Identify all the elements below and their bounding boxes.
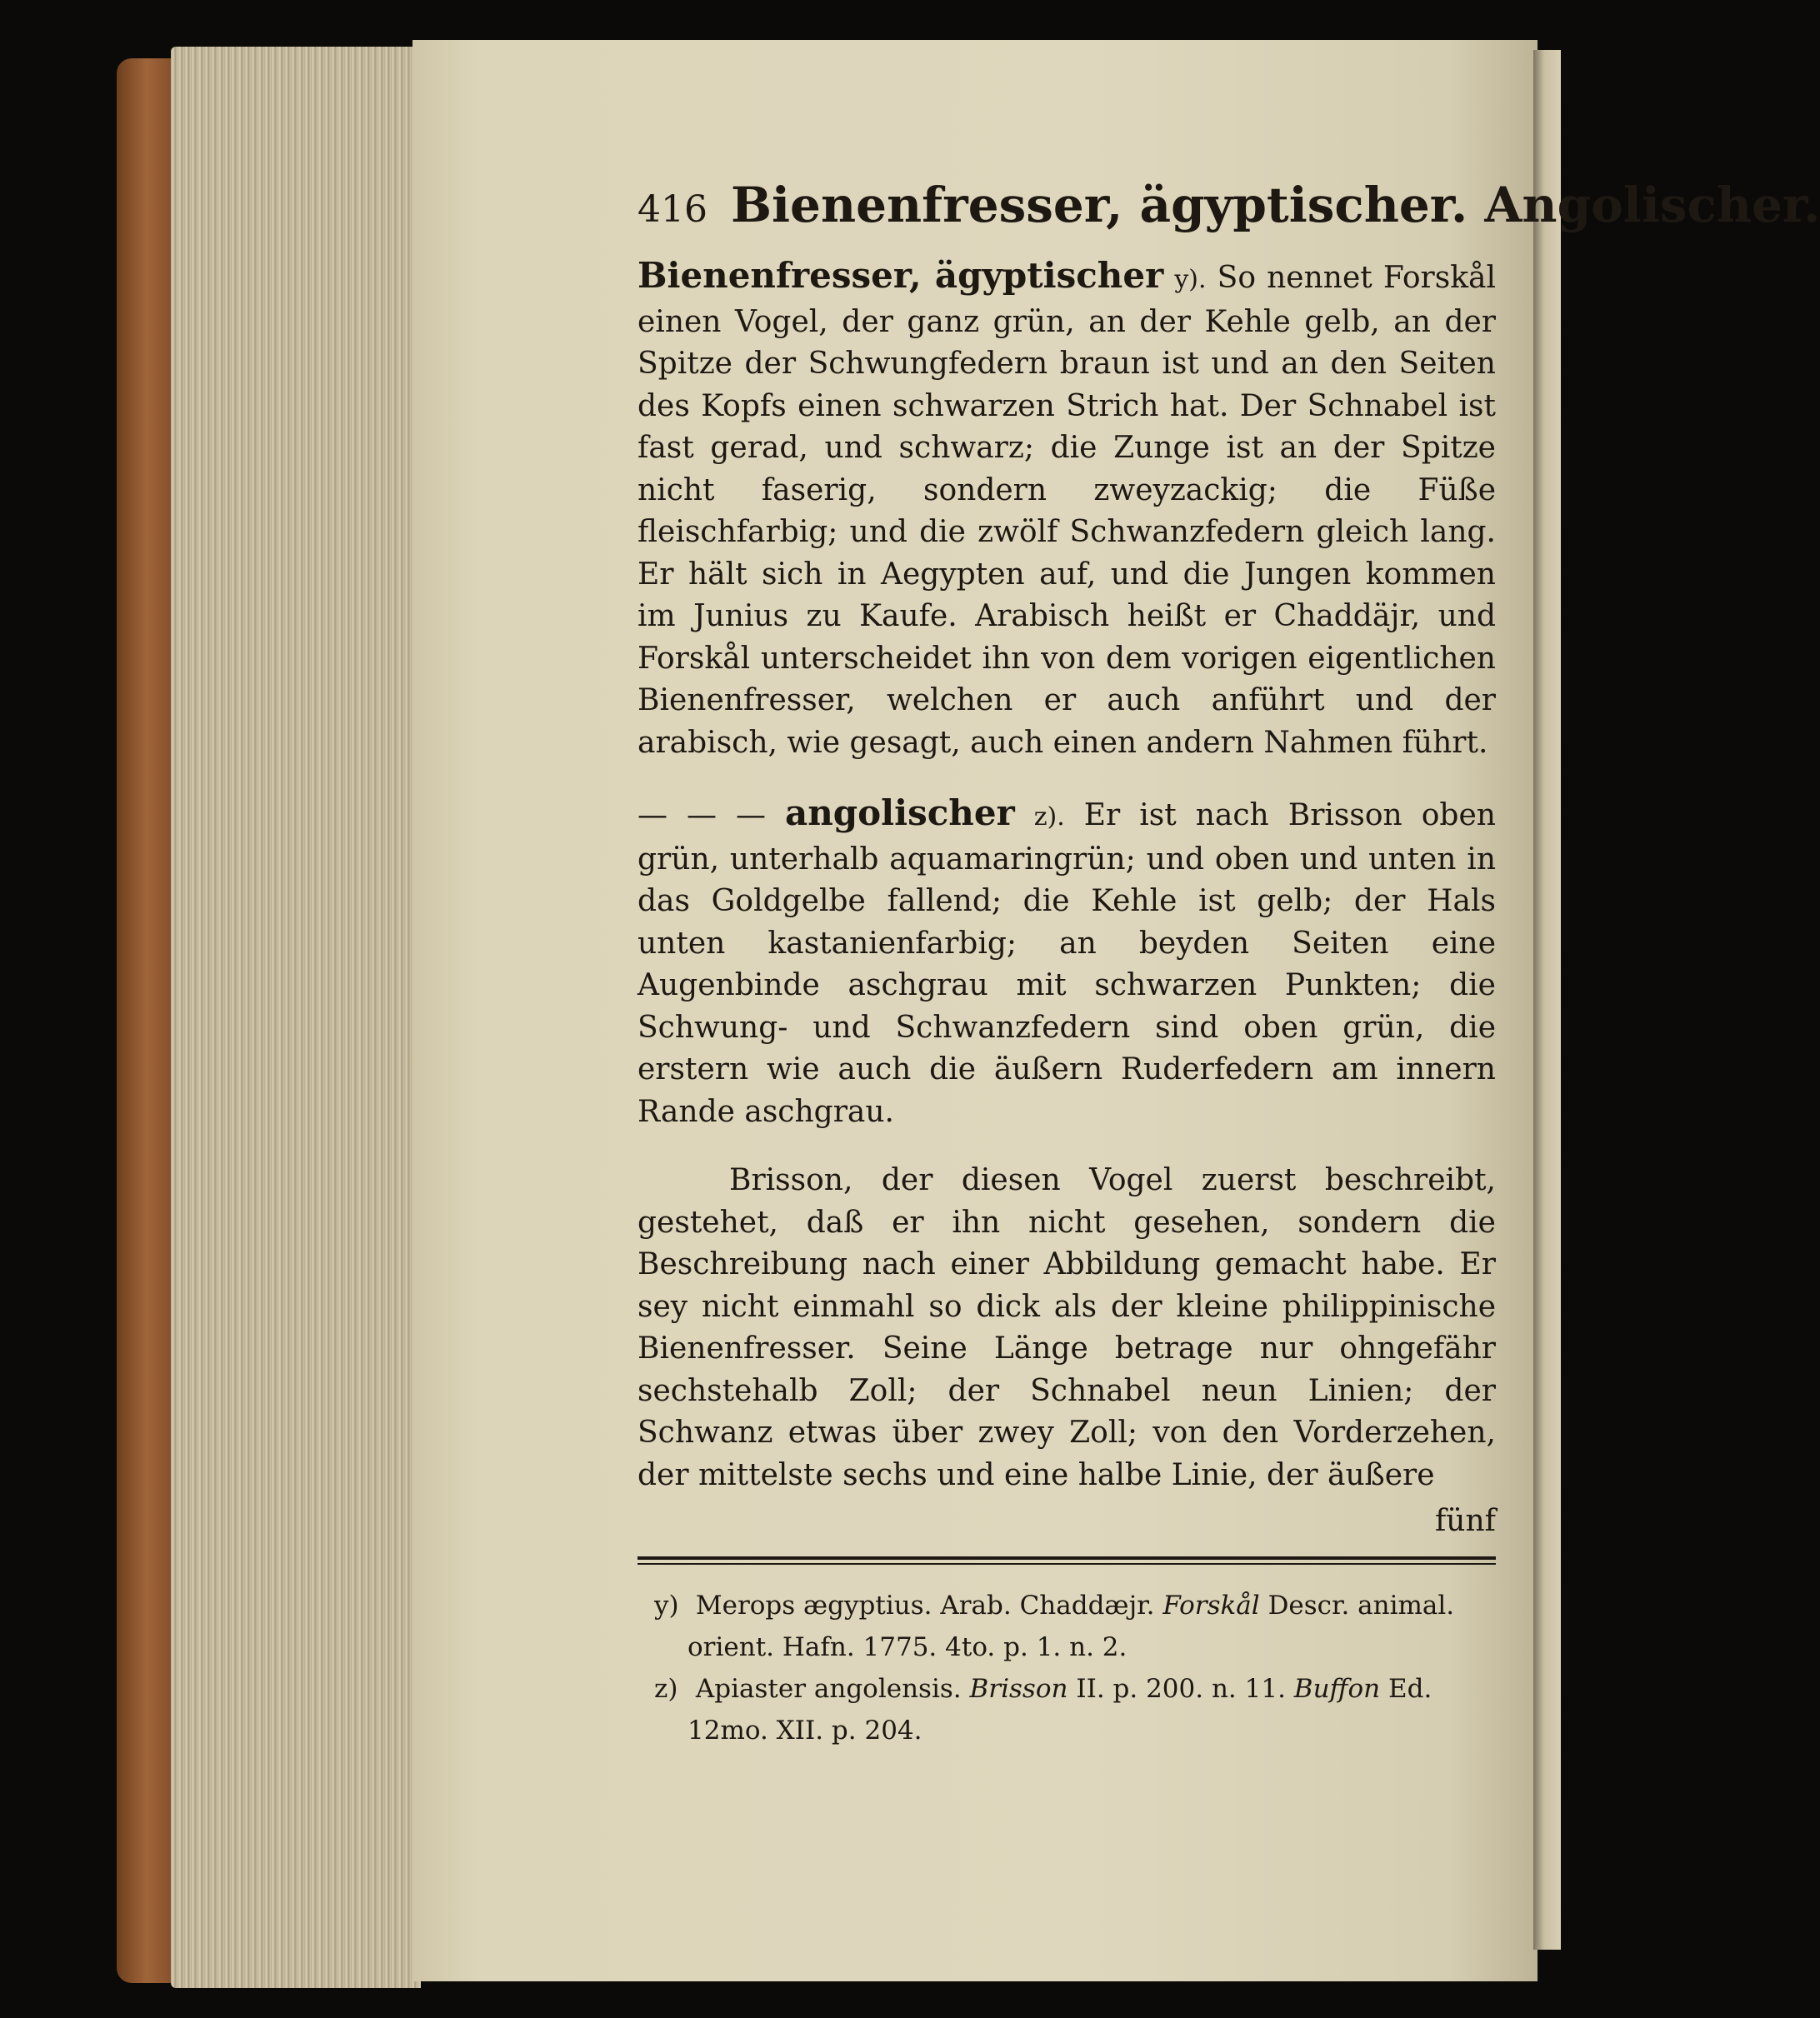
running-head [638, 175, 1820, 240]
footnote-citation: II. p. 200. n. 11. [1076, 1674, 1286, 1704]
footnote-citation: Descr. animal. orient. Hafn. 1775. 4to. p. 1. n. 2. [688, 1591, 1455, 1662]
footnote-rule [638, 1556, 1496, 1565]
entry-body: So nennet Forskål einen Vogel, der ganz grün, an der Kehle gelb, an der Spitze der Schwungfedern braun ist und an den Seiten des Kopfs einen schwarzen Strich hat. Der Schnabel ist fast gerad, und schwarz; die Zunge ist an der Spitze nicht faserig, sondern zweyzackig; die Füße fleischfarbig; und die zwölf Schwanzfedern gleich lang. Er hält sich in Aegypten auf, und die Jungen kommen im Junius zu Kaufe. Arabisch heißt er Chaddäjr, und Forskål unterscheidet ihn von dem vorigen eigentlichen Bienenfresser, welchen er auch anführt und der arabisch, wie gesagt, auch einen andern Nahmen führt. [638, 261, 1497, 760]
running-title: Bienenfresser, ägyptischer. Angolischer. [730, 177, 1820, 233]
ditto-dashes: — — — [638, 798, 767, 832]
footnote-text: Apiaster angolensis. [695, 1674, 962, 1704]
footnote-reference: y). [1174, 265, 1207, 294]
facing-page-edge [1533, 50, 1561, 1950]
page-text [638, 175, 1820, 1751]
page-block-edges [171, 47, 421, 1988]
entry-angolan-bee-eater [638, 792, 1496, 1133]
footnote-label: z) [654, 1674, 678, 1704]
footnote-author: Forskål [1162, 1591, 1260, 1621]
footnote-z [638, 1668, 1496, 1751]
footnote-author-2: Buffon [1293, 1674, 1381, 1704]
entry-headword: angolischer [785, 792, 1015, 833]
entry-headword: Bienenfresser, ägyptischer [638, 255, 1164, 296]
footnote-text: Merops ægyptius. Arab. Chaddæjr. [695, 1591, 1155, 1621]
entry-paragraph-brisson [638, 1160, 1496, 1496]
entry-egyptian-bee-eater [638, 255, 1496, 764]
page-number: 416 [638, 188, 708, 231]
footnote-reference: z). [1033, 802, 1065, 832]
entry-body: Er ist nach Brisson oben grün, unterhalb aquamaringrün; und oben und unten in das Goldgelbe fallend; die Kehle ist gelb; der Hals unten kastanienfarbig; an beyden Seiten eine Augenbinde aschgrau mit schwarzen Punkten; die Schwung- und Schwanzfedern sind oben grün, die erstern wie auch die äußern Ruderfedern am innern Rande aschgrau. [638, 798, 1496, 1129]
paragraph-body: Brisson, der diesen Vogel zuerst beschreibt, gestehet, daß er ihn nicht gesehen, sondern die Beschreibung nach einer Abbildung gemacht habe. Er sey nicht einmahl so dick als der kleine philippinische Bienenfresser. Seine Länge betrage nur ohngefähr sechstehalb Zoll; der Schnabel neun Linien; der Schwanz etwas über zwey Zoll; von den Vorderzehen, der mittelste sechs und eine halbe Linie, der äußere [638, 1163, 1496, 1492]
footnote-citation-2: Ed. 12mo. XII. p. 204. [688, 1674, 1432, 1746]
footnote-y [638, 1585, 1496, 1668]
footnote-author: Brisson [969, 1674, 1068, 1704]
catchword: fünf [1434, 1504, 1496, 1538]
footnote-label: y) [654, 1591, 679, 1621]
